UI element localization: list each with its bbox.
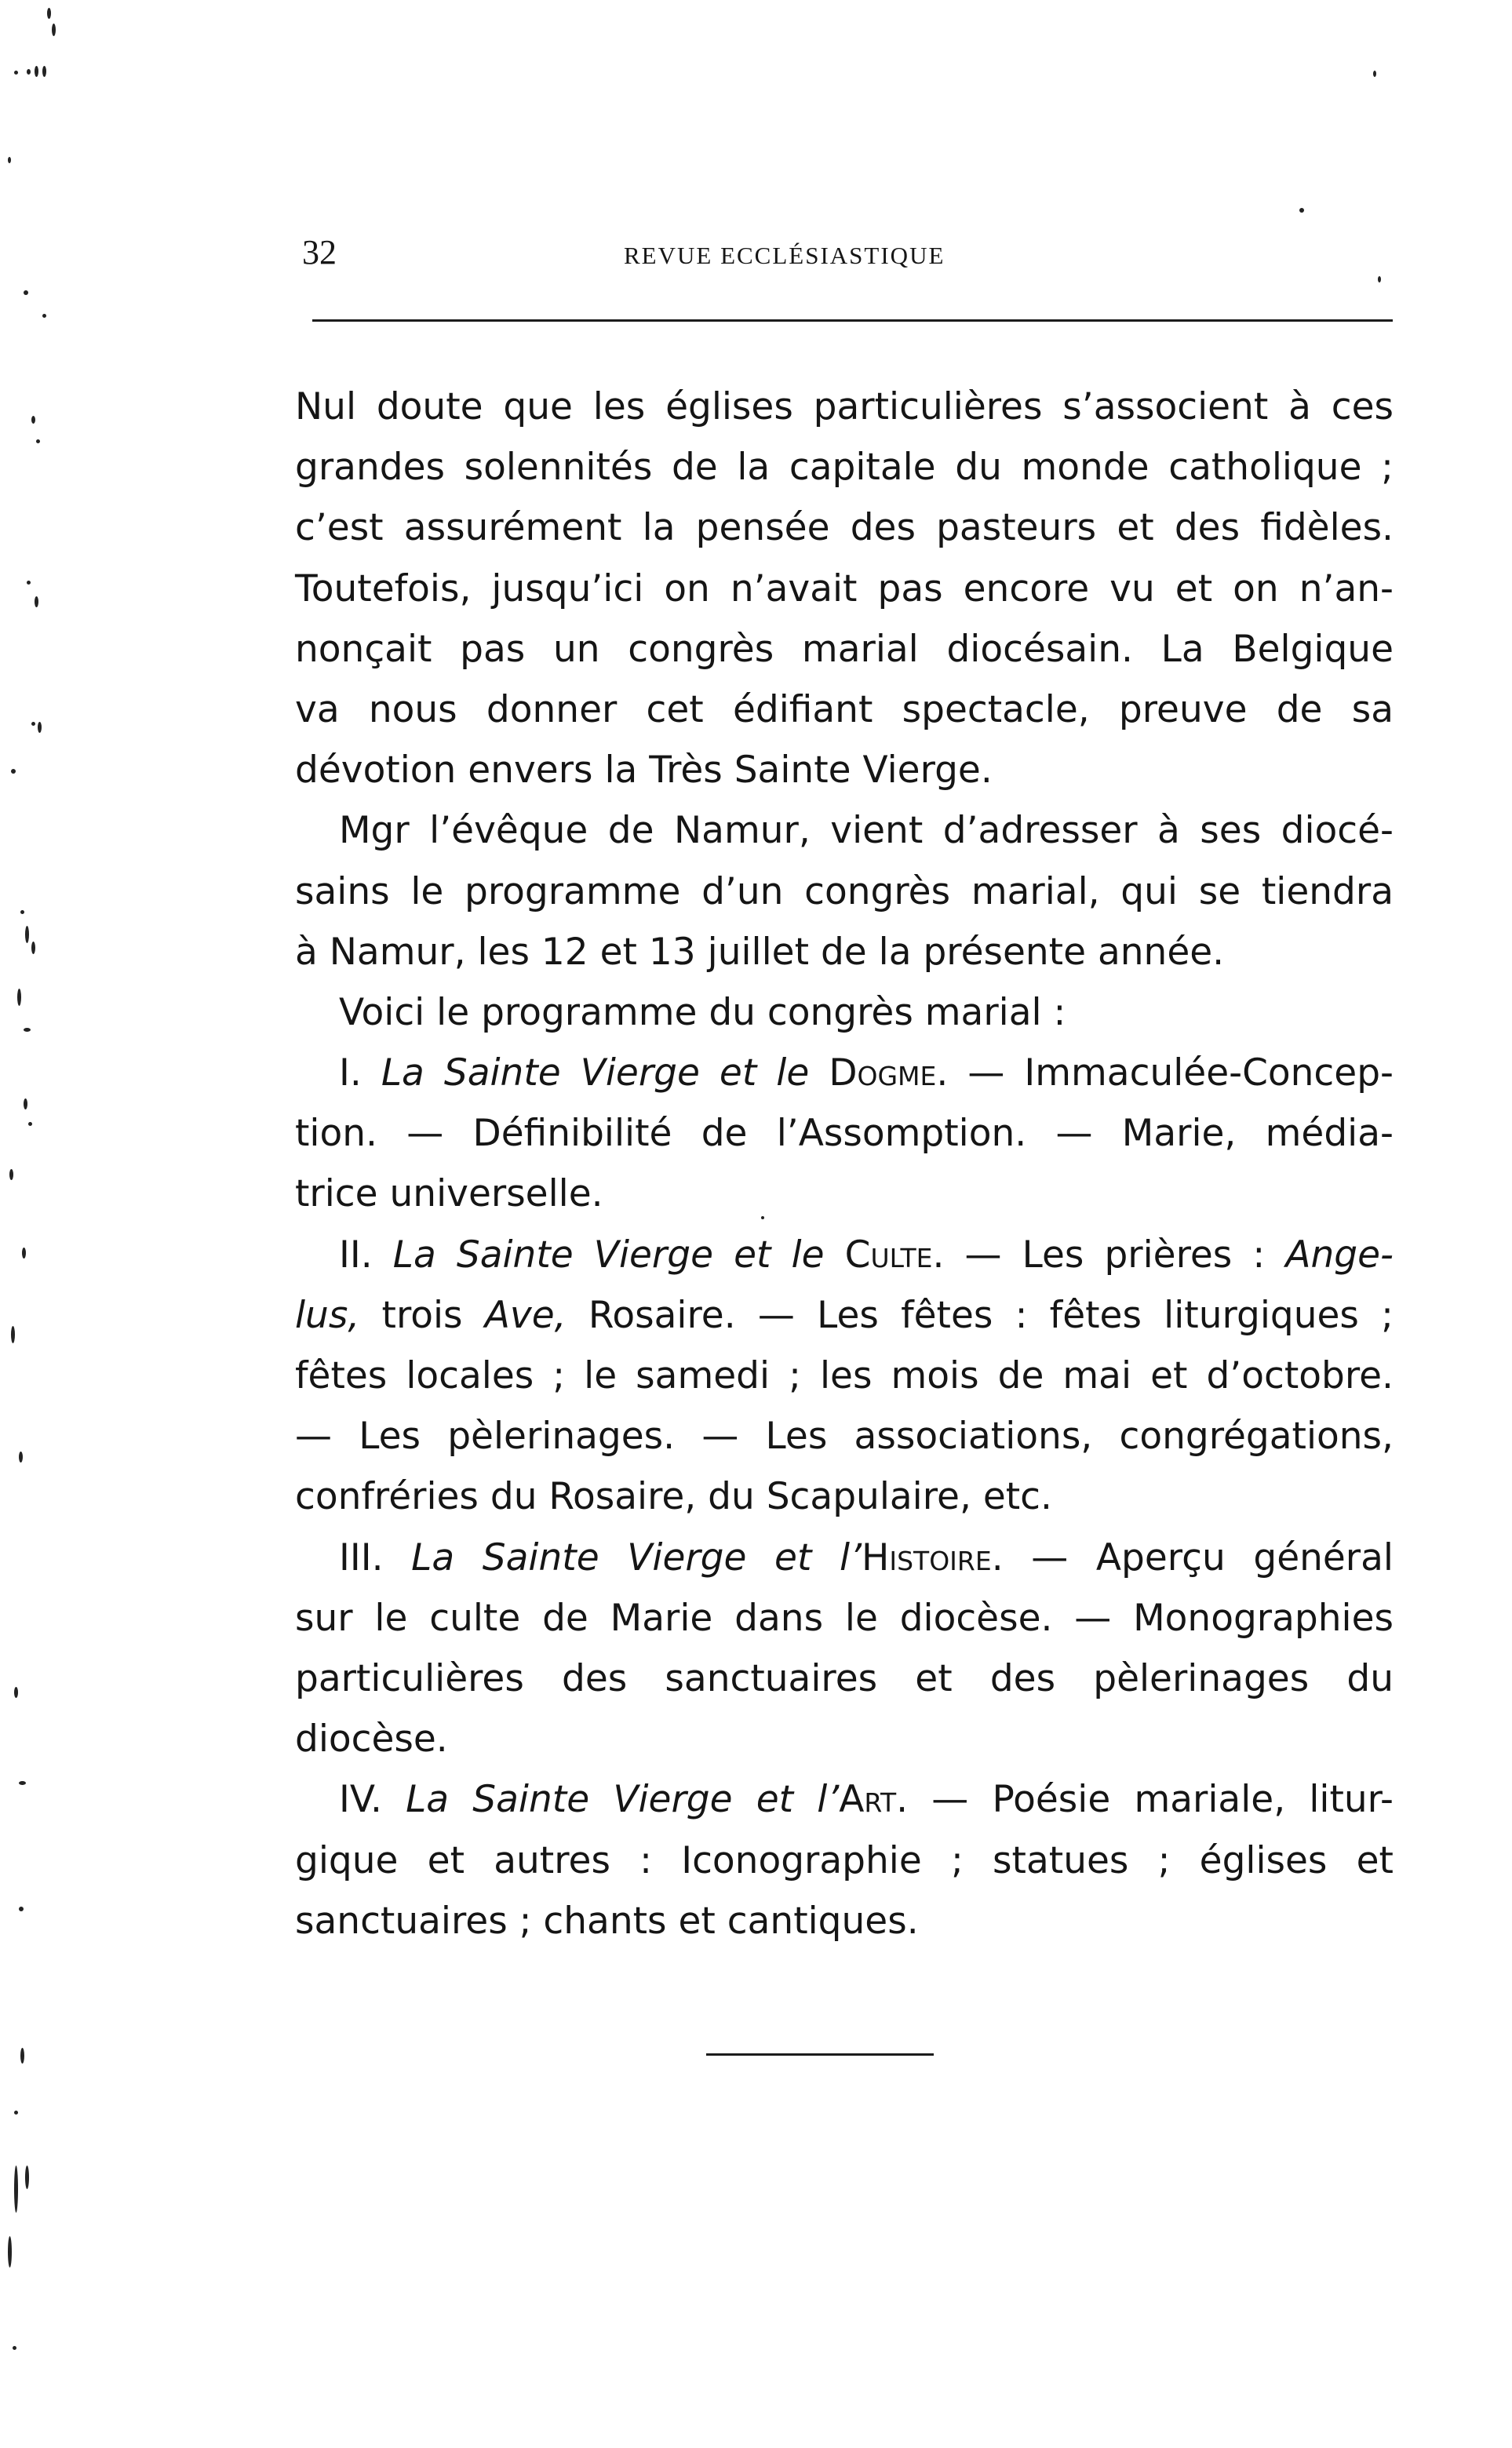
text-line: diocèse. <box>295 1718 448 1761</box>
program-item-2-heading <box>295 1225 1394 1285</box>
item-text: Rosaire. — Les fêtes : fêtes liturgiques ; <box>588 1293 1394 1337</box>
item-text: — Les prières : <box>964 1233 1266 1277</box>
item-title-italic: La Sainte Vierge et l’ <box>406 1778 840 1822</box>
text-line <box>295 1285 1394 1346</box>
text-line: tion. — Définibilité de l’Assomption. — Marie, média- <box>295 1112 1394 1156</box>
text-line: sanctuaires ; chants et cantiques. <box>295 1899 919 1943</box>
item-title-smallcaps: Art. <box>839 1778 909 1822</box>
text-line: Nul doute que les églises particulières s’associent à ces <box>295 385 1394 428</box>
text-line: à Namur, les 12 et 13 juillet de la présente année. <box>295 930 1225 974</box>
page-number: 32 <box>302 233 337 271</box>
item-title-italic: La Sainte Vierge et le <box>381 1051 810 1095</box>
program-item-1-heading <box>295 1043 1394 1103</box>
item-text: trois <box>381 1293 463 1337</box>
program-item-4-heading <box>295 1769 1394 1830</box>
item-text-italic: lus, <box>295 1293 360 1337</box>
text-line: gique et autres : Iconographie ; statues ; églises et <box>295 1838 1394 1882</box>
text-line: grandes solennités de la capitale du monde catholique ; <box>295 446 1394 490</box>
text-line: va nous donner cet édifiant spectacle, preuve de sa <box>295 687 1394 731</box>
item-number: I. <box>339 1051 362 1095</box>
item-number: IV. <box>339 1778 382 1822</box>
text-line: sur le culte de Marie dans le diocèse. — Monographies <box>295 1596 1394 1640</box>
item-title-smallcaps: Culte. <box>844 1233 945 1277</box>
text-line: Mgr l’évêque de Namur, vient d’adresser à ses diocé- <box>339 809 1394 853</box>
header-divider <box>312 319 1393 322</box>
item-text: — Aperçu général <box>1031 1535 1394 1579</box>
text-line: Voici le programme du congrès marial : <box>339 990 1066 1034</box>
item-title-smallcaps: Dogme. <box>829 1051 949 1095</box>
text-line: — Les pèlerinages. — Les associations, congrégations, <box>295 1415 1394 1459</box>
text-line: sains le programme d’un congrès marial, qui se tiendra <box>295 869 1394 913</box>
item-title-italic: La Sainte Vierge et le <box>392 1233 825 1277</box>
item-text-italic: Ave, <box>484 1293 567 1337</box>
text-line: particulières des sanctuaires et des pèlerinages du <box>295 1656 1394 1700</box>
article-body <box>295 377 1394 1951</box>
item-text: — Immaculée-Concep- <box>967 1051 1394 1095</box>
running-head-title: REVUE ECCLÉSIASTIQUE <box>624 242 945 269</box>
item-text-italic: Ange- <box>1285 1233 1394 1277</box>
end-divider <box>706 2053 934 2056</box>
item-text: — Poésie mariale, litur- <box>931 1778 1394 1822</box>
item-title-italic: La Sainte Vierge et l’ <box>411 1535 862 1579</box>
text-line: confréries du Rosaire, du Scapulaire, etc. <box>295 1475 1052 1519</box>
text-line: Toutefois, jusqu’ici on n’avait pas encore vu et on n’an- <box>295 566 1394 610</box>
text-line: c’est assurément la pensée des pasteurs et des fidèles. <box>295 506 1394 550</box>
text-line: fêtes locales ; le samedi ; les mois de mai et d’octobre. <box>295 1354 1394 1397</box>
item-number: II. <box>339 1233 373 1277</box>
item-number: III. <box>339 1535 384 1579</box>
running-header <box>302 229 1393 276</box>
text-line: dévotion envers la Très Sainte Vierge. <box>295 749 993 792</box>
item-title-smallcaps: Histoire. <box>862 1535 1004 1579</box>
text-line: trice universelle. <box>295 1172 603 1216</box>
text-line: nonçait pas un congrès marial diocésain. La Belgique <box>295 627 1394 671</box>
program-item-3-heading <box>295 1528 1394 1588</box>
